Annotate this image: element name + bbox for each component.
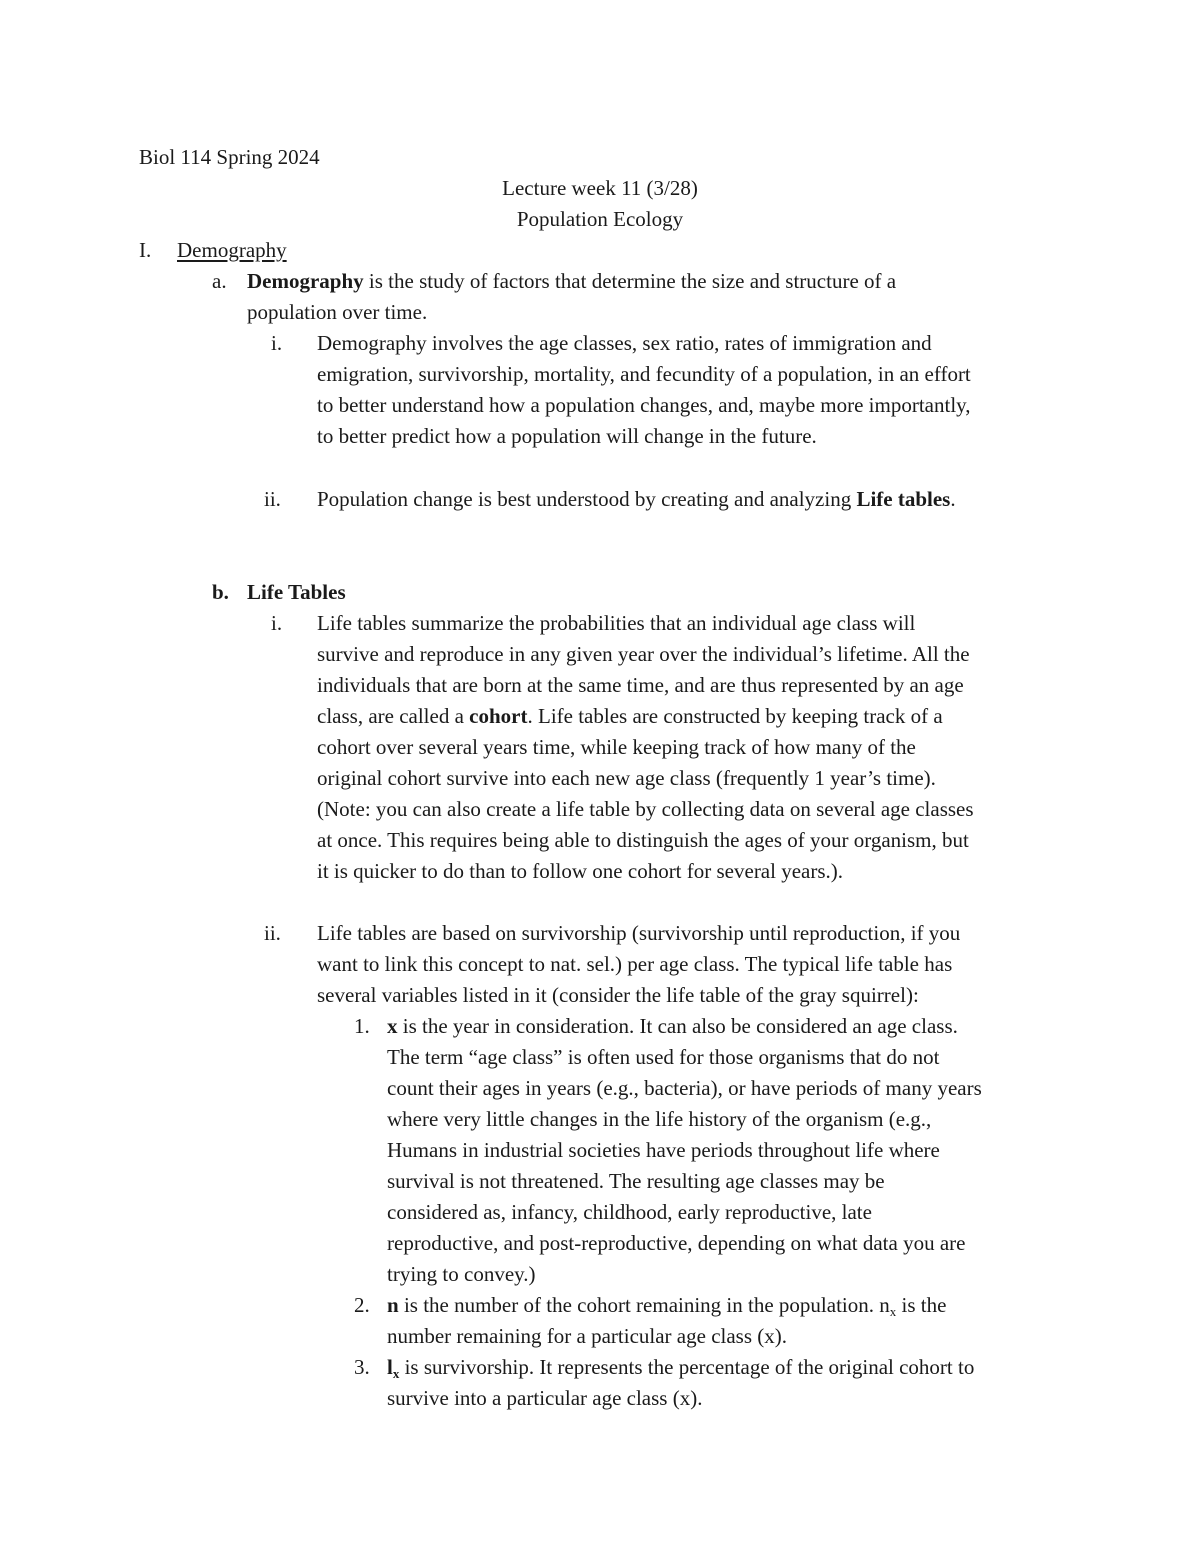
item-b-i-line: Life tables summarize the probabilities that an individual age class will bbox=[317, 611, 916, 635]
item-b-i-marker: i. bbox=[271, 611, 283, 635]
item-b-i-line: at once. This requires being able to distinguish the ages of your organism, but bbox=[317, 828, 969, 852]
list-item-2-line: number remaining for a particular age class (x). bbox=[387, 1324, 787, 1348]
item-a-i-line: to better understand how a population changes, and, maybe more importantly, bbox=[317, 393, 971, 417]
list-item-1-line: Humans in industrial societies have periods throughout life where bbox=[387, 1138, 940, 1162]
term-x: x bbox=[387, 1014, 398, 1038]
item-b-marker: b. bbox=[212, 580, 229, 604]
item-a-marker: a. bbox=[212, 269, 227, 293]
item-b-i-line: (Note: you can also create a life table by collecting data on several age classes bbox=[317, 797, 974, 821]
item-b-i-line: it is quicker to do than to follow one cohort for several years.). bbox=[317, 859, 844, 883]
list-item-1-line: count their ages in years (e.g., bacteria), or have periods of many years bbox=[387, 1076, 982, 1100]
item-a-line1: Demography is the study of factors that determine the size and structure of a bbox=[247, 269, 897, 293]
list-item-2-marker: 2. bbox=[354, 1293, 370, 1317]
term-n: n bbox=[387, 1293, 399, 1317]
item-b-i-line: original cohort survive into each new age class (frequently 1 year’s time). bbox=[317, 766, 936, 790]
item-b-ii-line: several variables listed in it (consider the life table of the gray squirrel): bbox=[317, 983, 919, 1007]
item-b-i-line: class, are called a cohort. Life tables are constructed by keeping track of a bbox=[317, 704, 943, 728]
term-demography: Demography bbox=[247, 269, 364, 293]
list-item-3-line: $l_x$ is survivorship. It represents the percentage of the original cohort to bbox=[387, 1355, 975, 1381]
item-b-ii-line: Life tables are based on survivorship (survivorship until reproduction, if you bbox=[317, 921, 961, 945]
section-I-marker: I. bbox=[139, 238, 152, 262]
list-item-3-line: survive into a particular age class (x). bbox=[387, 1386, 703, 1410]
item-b-i-line: individuals that are born at the same time, and are thus represented by an age bbox=[317, 673, 964, 697]
item-a-i-line: emigration, survivorship, mortality, and fecundity of a population, in an effort bbox=[317, 362, 971, 386]
item-b-ii-marker: ii. bbox=[264, 921, 281, 945]
list-item-1-line: The term “age class” is often used for those organisms that do not bbox=[387, 1045, 940, 1069]
list-item-1-marker: 1. bbox=[354, 1014, 370, 1038]
list-item-1-line: reproductive, and post-reproductive, depending on what data you are bbox=[387, 1231, 966, 1255]
list-item-1-line: survival is not threatened. The resulting age classes may be bbox=[387, 1169, 885, 1193]
course-header: Biol 114 Spring 2024 bbox=[139, 145, 320, 169]
item-b-title: Life Tables bbox=[247, 580, 346, 604]
term-cohort: cohort bbox=[469, 704, 528, 728]
topic-title: Population Ecology bbox=[516, 207, 684, 231]
item-a-i-line: Demography involves the age classes, sex ratio, rates of immigration and bbox=[317, 331, 932, 355]
lecture-title: Lecture week 11 (3/28) bbox=[502, 176, 698, 200]
term-lx: $l_x$ bbox=[387, 1355, 400, 1381]
item-a-i-marker: i. bbox=[271, 331, 283, 355]
item-b-i-line: cohort over several years time, while keeping track of how many of the bbox=[317, 735, 916, 759]
list-item-1-line: considered as, infancy, childhood, early reproductive, late bbox=[387, 1200, 872, 1224]
list-item-3-marker: 3. bbox=[354, 1355, 370, 1379]
item-a-line2: population over time. bbox=[247, 300, 428, 324]
item-b-ii-line: want to link this concept to nat. sel.) per age class. The typical life table has bbox=[317, 952, 953, 976]
list-item-1-line: x is the year in consideration. It can also be considered an age class. bbox=[387, 1014, 958, 1038]
term-life-tables: Life tables bbox=[856, 487, 951, 511]
list-item-2-line: n is the number of the cohort remaining in the population. $n_x$ is the bbox=[387, 1293, 947, 1319]
item-a-ii-line: Population change is best understood by creating and analyzing Life tables. bbox=[317, 487, 956, 511]
section-I-title: Demography bbox=[177, 238, 287, 262]
list-item-1-line: trying to convey.) bbox=[387, 1262, 536, 1286]
list-item-1-line: where very little changes in the life history of the organism (e.g., bbox=[387, 1107, 932, 1131]
item-a-i-line: to better predict how a population will change in the future. bbox=[317, 424, 817, 448]
item-a-ii-marker: ii. bbox=[264, 487, 281, 511]
item-b-i-line: survive and reproduce in any given year over the individual’s lifetime. All the bbox=[317, 642, 970, 666]
